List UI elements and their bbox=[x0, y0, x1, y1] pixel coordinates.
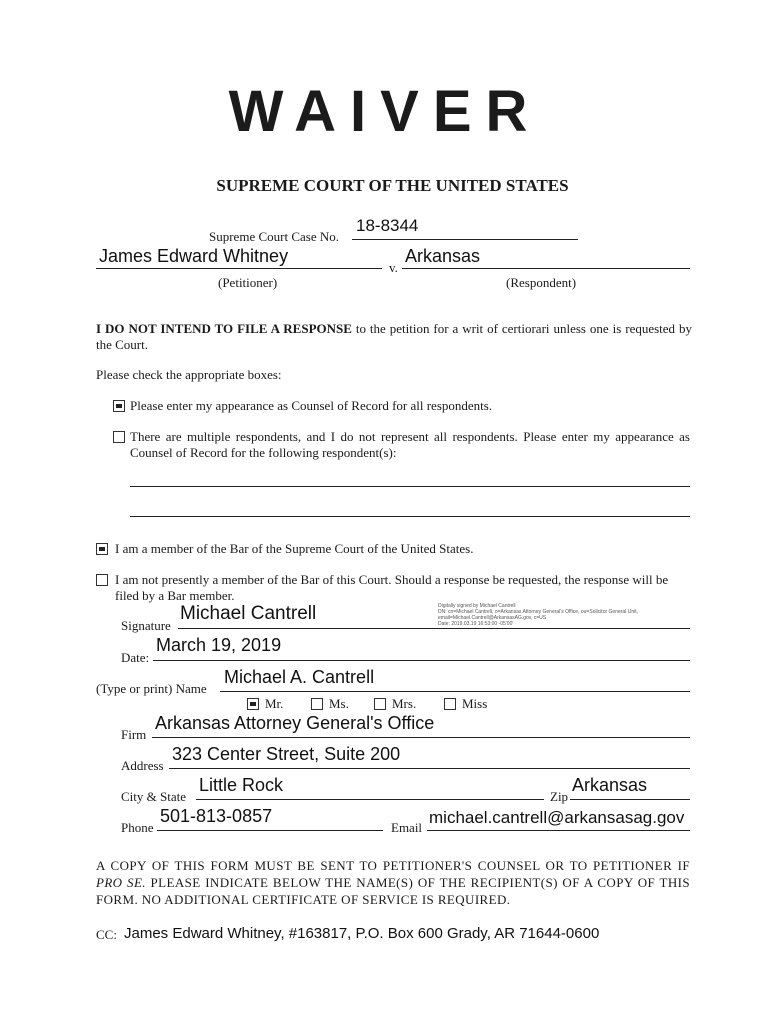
title-miss-label: Miss bbox=[462, 696, 488, 711]
digital-sig-line-2: DN: cn=Michael Cantrell, o=Arkansas Attorney General's Office, ou=Solicitor General Unit, bbox=[438, 609, 638, 615]
name-line bbox=[220, 691, 690, 692]
waiver-statement-bold: I DO NOT INTEND TO FILE A RESPONSE bbox=[96, 321, 352, 336]
email-field[interactable]: michael.cantrell@arkansasag.gov bbox=[429, 808, 685, 827]
name-field[interactable]: Michael A. Cantrell bbox=[224, 667, 375, 687]
city-state-label: City & State bbox=[121, 789, 186, 804]
digital-sig-line-4: Date: 2019.03.19 16:53:00 -05'00' bbox=[438, 621, 514, 627]
zip-line bbox=[570, 799, 690, 800]
name-label: (Type or print) Name bbox=[96, 681, 207, 696]
title-ms-label: Ms. bbox=[329, 696, 349, 711]
appearance-all-checkbox[interactable] bbox=[113, 400, 125, 412]
phone-field[interactable]: 501-813-0857 bbox=[160, 806, 273, 826]
document-title: WAIVER bbox=[228, 79, 542, 144]
email-label: Email bbox=[391, 820, 423, 835]
address-line bbox=[169, 768, 690, 769]
not-member-checkbox[interactable] bbox=[96, 574, 108, 586]
respondent-line bbox=[402, 268, 690, 269]
instructions-text: Please check the appropriate boxes: bbox=[96, 367, 282, 382]
copy-notice bbox=[96, 857, 690, 908]
waiver-statement bbox=[96, 321, 692, 353]
multiple-respondents-checkbox[interactable] bbox=[113, 431, 125, 443]
appearance-all-label: Please enter my appearance as Counsel of Record for all respondents. bbox=[130, 398, 493, 413]
city-state-field[interactable]: Little Rock bbox=[199, 775, 284, 795]
case-number-line bbox=[352, 239, 578, 240]
digital-signature-block bbox=[438, 603, 688, 627]
case-number-label: Supreme Court Case No. bbox=[209, 229, 339, 244]
digital-sig-line-1: Digitally signed by Michael Cantrell bbox=[438, 603, 516, 609]
address-label: Address bbox=[121, 758, 164, 773]
court-name: SUPREME COURT OF THE UNITED STATES bbox=[216, 176, 569, 195]
city-state-line bbox=[196, 799, 544, 800]
respondent-caption: (Respondent) bbox=[506, 275, 577, 290]
not-member-label: I am not presently a member of the Bar of this Court. Should a response be requested, the response will be filed by a Bar member. bbox=[115, 572, 669, 603]
date-field[interactable]: March 19, 2019 bbox=[156, 635, 282, 655]
digital-sig-line-3: email=Michael.Cantrell@ArkansasAG.gov, c=US bbox=[438, 615, 547, 621]
copy-notice-part-2: PLEASE INDICATE BELOW THE NAME(S) OF THE RECIPIENT(S) OF A COPY OF THIS FORM. NO ADDITIONAL CERTIFICATE OF SERVICE IS REQUIRED. bbox=[96, 875, 690, 907]
title-mrs-label: Mrs. bbox=[392, 696, 417, 711]
firm-label: Firm bbox=[121, 727, 147, 742]
title-mrs-checkbox[interactable] bbox=[374, 698, 386, 710]
petitioner-line bbox=[96, 268, 382, 269]
email-line bbox=[427, 830, 690, 831]
bar-member-checkbox[interactable] bbox=[96, 543, 108, 555]
signature-line bbox=[178, 628, 690, 629]
versus-text: v. bbox=[389, 260, 398, 275]
phone-label: Phone bbox=[121, 820, 154, 835]
waiver-statement-rest: to the petition for a writ of certiorari unless one is requested by the Court. bbox=[96, 321, 692, 352]
copy-notice-pro-se: PRO SE. bbox=[96, 875, 146, 890]
firm-line bbox=[152, 737, 690, 738]
copy-notice-part-1: A COPY OF THIS FORM MUST BE SENT TO PETITIONER'S COUNSEL OR TO PETITIONER IF bbox=[96, 858, 690, 873]
firm-field[interactable]: Arkansas Attorney General's Office bbox=[155, 713, 435, 733]
title-mr-label: Mr. bbox=[265, 696, 284, 711]
case-number-field[interactable]: 18-8344 bbox=[356, 216, 419, 235]
petitioner-field[interactable]: James Edward Whitney bbox=[99, 246, 289, 266]
zip-field[interactable]: Arkansas bbox=[572, 775, 648, 795]
respondent-field[interactable]: Arkansas bbox=[405, 246, 481, 266]
date-line bbox=[153, 660, 690, 661]
petitioner-caption: (Petitioner) bbox=[218, 275, 278, 290]
signature-label: Signature bbox=[121, 618, 171, 633]
zip-label: Zip bbox=[550, 789, 569, 804]
respondents-blank-line-2[interactable] bbox=[130, 516, 690, 517]
cc-field[interactable]: James Edward Whitney, #163817, P.O. Box 600 Grady, AR 71644-0600 bbox=[124, 925, 600, 942]
title-ms-checkbox[interactable] bbox=[311, 698, 323, 710]
respondents-blank-line-1[interactable] bbox=[130, 486, 690, 487]
date-label: Date: bbox=[121, 650, 150, 665]
title-miss-checkbox[interactable] bbox=[444, 698, 456, 710]
cc-label: CC: bbox=[96, 927, 117, 942]
phone-line bbox=[157, 830, 383, 831]
address-field[interactable]: 323 Center Street, Suite 200 bbox=[172, 744, 401, 764]
title-mr-checkbox[interactable] bbox=[247, 698, 259, 710]
bar-member-label: I am a member of the Bar of the Supreme Court of the United States. bbox=[115, 541, 474, 556]
multiple-respondents-label: There are multiple respondents, and I do not represent all respondents. Please enter my appearance as Counsel of Record for the following respondent(s): bbox=[130, 429, 690, 460]
signature-field[interactable]: Michael Cantrell bbox=[180, 603, 317, 624]
